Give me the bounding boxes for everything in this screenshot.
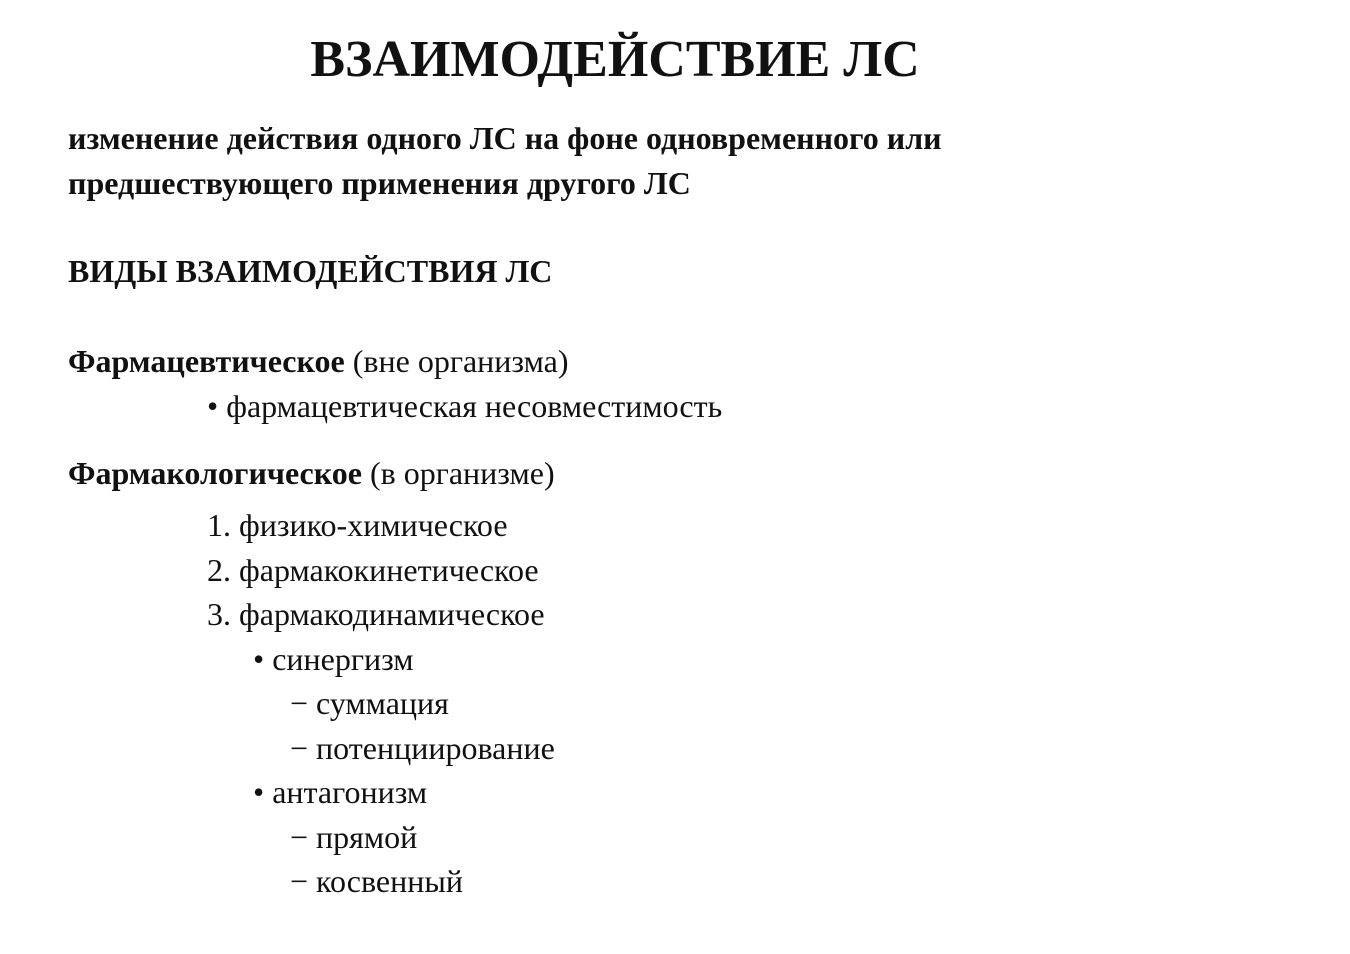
list-item: [207, 598, 545, 630]
bullet-marker: •: [207, 388, 219, 424]
subitem-label: прямой: [316, 819, 418, 855]
antagonism-subitem: [290, 821, 417, 853]
antagonism-item: [253, 776, 427, 808]
synergism-subitem: [290, 732, 555, 764]
dash-marker: −: [290, 819, 309, 855]
pharmaceutical-item: [207, 390, 722, 422]
bullet-marker: •: [253, 641, 265, 677]
subitem-label: суммация: [316, 685, 449, 721]
dash-marker: −: [290, 685, 309, 721]
pharmaceutical-heading: [68, 345, 568, 377]
list-number: 3.: [207, 596, 231, 632]
bullet-marker: •: [253, 774, 265, 810]
section-heading: ВИДЫ ВЗАИМОДЕЙСТВИЯ ЛС: [68, 253, 553, 289]
pharmaceutical-name: Фармацевтическое: [68, 343, 345, 379]
dash-marker: −: [290, 730, 309, 766]
definition-line-1: изменение действия одного ЛС на фоне одновременного или: [68, 120, 942, 156]
subitem-label: косвенный: [316, 863, 463, 899]
list-item-label: физико-химическое: [239, 507, 508, 543]
subitem-label: потенциирование: [316, 730, 555, 766]
page-title: ВЗАИМОДЕЙСТВИЕ ЛС: [310, 31, 920, 88]
list-item: [207, 509, 508, 541]
pharmaceutical-item-label: фармацевтическая несовместимость: [226, 388, 723, 424]
pharmacological-name: Фармакологическое: [68, 455, 362, 491]
list-number: 1.: [207, 507, 231, 543]
list-item-label: фармакодинамическое: [239, 596, 545, 632]
definition-line-2: предшествующего применения другого ЛС: [68, 165, 691, 201]
pharmaceutical-note: (вне организма): [352, 343, 569, 379]
pharmacological-note: (в организме): [369, 455, 555, 491]
antagonism-subitem: [290, 865, 463, 897]
dash-marker: −: [290, 863, 309, 899]
list-item-label: фармакокинетическое: [239, 552, 539, 588]
synergism-subitem: [290, 687, 449, 719]
list-number: 2.: [207, 552, 231, 588]
synergism-item: [253, 643, 414, 675]
synergism-label: синергизм: [272, 641, 414, 677]
antagonism-label: антагонизм: [272, 774, 428, 810]
list-item: [207, 554, 539, 586]
pharmacological-heading: [68, 457, 555, 489]
